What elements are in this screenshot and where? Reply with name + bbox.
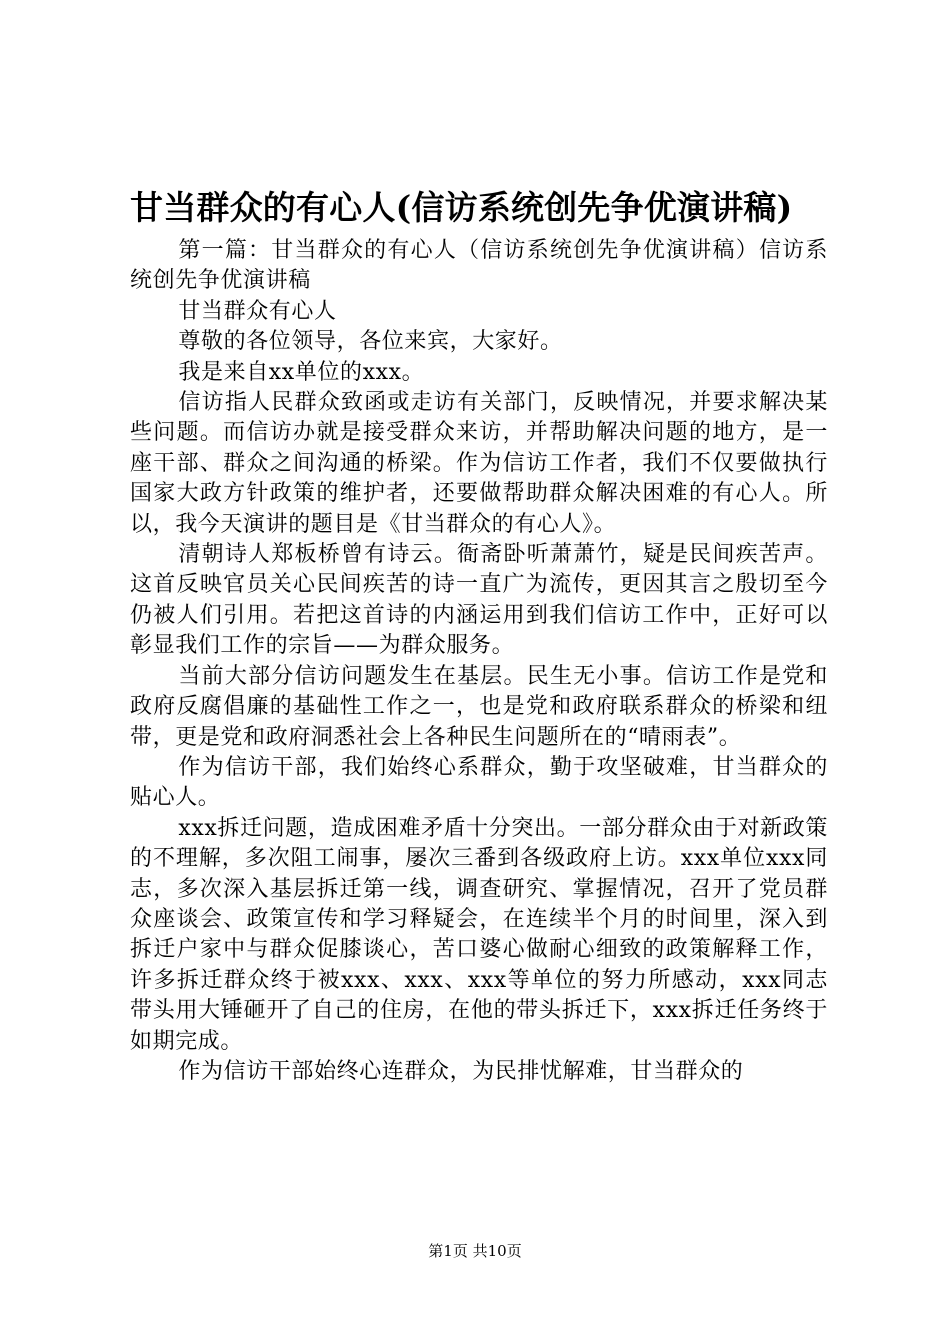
paragraph: 作为信访干部始终心连群众，为民排忧解难，甘当群众的 xyxy=(178,1058,744,1084)
paragraph: 信访指人民群众致函或走访有关部门，反映情况，并要求解决某些问题。而信访办就是接受群众来访，并帮助解决问题的地方，是一座干部、群众之间沟通的桥梁。作为信访工作者，我们不仅要做执行国家大政方针政策的维护者，还要做帮助群众解决困难的有心人。所以，我今天演讲的题目是《甘当群众的有心人》。 xyxy=(130,390,828,537)
paragraph: 我是来自xx单位的xxx。 xyxy=(178,359,425,385)
paragraph: 作为信访干部，我们始终心系群众，勤于攻坚破难，甘当群众的贴心人。 xyxy=(130,754,828,811)
page-number-indicator: 第1页 共10页 xyxy=(428,1242,522,1260)
page-footer xyxy=(0,1240,950,1262)
paragraph: 甘当群众有心人 xyxy=(178,298,337,324)
document-body xyxy=(130,236,828,1087)
paragraph: 当前大部分信访问题发生在基层。民生无小事。信访工作是党和政府反腐倡廉的基础性工作之一，也是党和政府联系群众的桥梁和纽带，更是党和政府洞悉社会上各种民生问题所在的“晴雨表”。 xyxy=(130,663,828,750)
paragraph: 清朝诗人郑板桥曾有诗云。衙斋卧听萧萧竹，疑是民间疾苦声。这首反映官员关心民间疾苦的诗一直广为流传，更因其言之殷切至今仍被人们引用。若把这首诗的内涵运用到我们信访工作中，正好可以彰显我们工作的宗旨——为群众服务。 xyxy=(130,542,828,659)
paragraph: 第一篇：甘当群众的有心人（信访系统创先争优演讲稿）信访系统创先争优演讲稿 xyxy=(130,238,828,294)
document-title: 甘当群众的有心人(信访系统创先争优演讲稿) xyxy=(130,188,793,227)
paragraph: xxx拆迁问题，造成困难矛盾十分突出。一部分群众由于对新政策的不理解，多次阻工闹事，屡次三番到各级政府上访。xxx单位xxx同志，多次深入基层拆迁第一线，调查研究、掌握情况，召开了党员群众座谈会、政策宣传和学习释疑会，在连续半个月的时间里，深入到拆迁户家中与群众促膝谈心，苦口婆心做耐心细致的政策解释工作，许多拆迁群众终于被xxx、xxx、xxx等单位的努力所感动，xxx同志带头用大锤砸开了自己的住房，在他的带头拆迁下，xxx拆迁任务终于如期完成。 xyxy=(130,815,828,1054)
paragraph: 尊敬的各位领导，各位来宾，大家好。 xyxy=(178,329,563,355)
